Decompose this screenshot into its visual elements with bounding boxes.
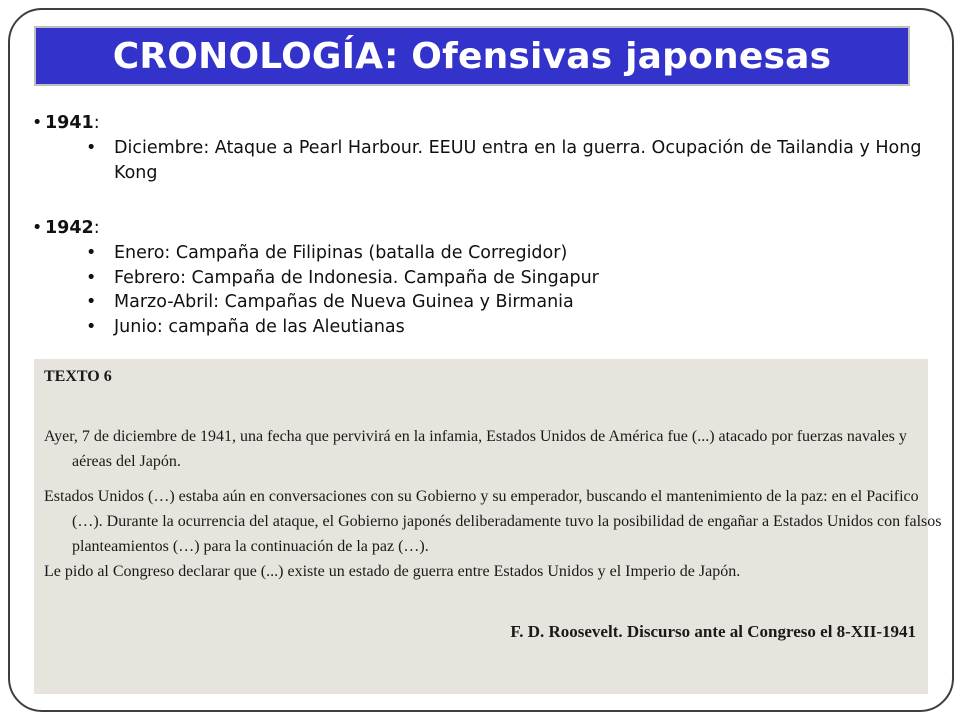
year-1942-events (32, 241, 922, 339)
bullet-icon: • (86, 292, 97, 312)
year-1941-events (32, 136, 922, 185)
event-text: Febrero: Campaña de Indonesia. Campaña de Singapur (114, 267, 599, 288)
text-signature: F. D. Roosevelt. Discurso ante al Congreso el 8-XII-1941 (510, 622, 916, 641)
bullet-icon: • (86, 316, 97, 337)
year-label: 1942 (45, 218, 94, 238)
source-text-box (34, 359, 942, 694)
event-text: Enero: Campaña de Filipinas (batalla de Corregidor) (114, 243, 568, 263)
list-item (32, 315, 922, 340)
bullet-icon: • (86, 267, 97, 288)
event-text: Marzo-Abril: Campañas de Nueva Guinea y Birmania (114, 292, 574, 312)
text-paragraph: Le pido al Congreso declarar que (...) existe un estado de guerra entre Estados Unidos y el Imperio de Japón. (44, 563, 741, 580)
page-title: CRONOLOGÍA: Ofensivas japonesas (112, 35, 832, 77)
event-text: Diciembre: Ataque a Pearl Harbour. EEUU entra en la guerra. Ocupación de Tailandia y Hong Kong (114, 138, 922, 183)
text-paragraph: Ayer, 7 de diciembre de 1941, una fecha que pervivirá en la infamia, Estados Unidos de América fue (...) atacado por fuerzas navales y aéreas del Japón. (44, 428, 907, 470)
bullet-icon: • (32, 218, 43, 238)
list-item (32, 241, 922, 266)
bullet-icon: • (32, 113, 43, 133)
list-item (32, 136, 922, 185)
text-paragraph: Estados Unidos (…) estaba aún en conversaciones con su Gobierno y su emperador, buscando el mantenimiento de la paz: en el Pacifico (…). Durante la ocurrencia del ataque, el Gobierno japonés deliberadamente tuvo la posibilidad de engañar a Estados Unidos con falsos planteamientos (…) para la continuación de la paz (…). (44, 488, 942, 555)
year-1941-heading: • 1941: (32, 110, 922, 136)
chronology-list (32, 110, 922, 339)
year-1942-heading: • 1942: (32, 215, 922, 241)
list-item (32, 266, 922, 291)
event-text: Junio: campaña de las Aleutianas (114, 316, 405, 337)
bullet-icon: • (86, 138, 97, 158)
bullet-icon: • (86, 243, 97, 263)
list-item (32, 290, 922, 315)
title-banner (34, 26, 910, 86)
year-label: 1941 (45, 113, 94, 133)
text-heading: TEXTO 6 (44, 368, 112, 385)
